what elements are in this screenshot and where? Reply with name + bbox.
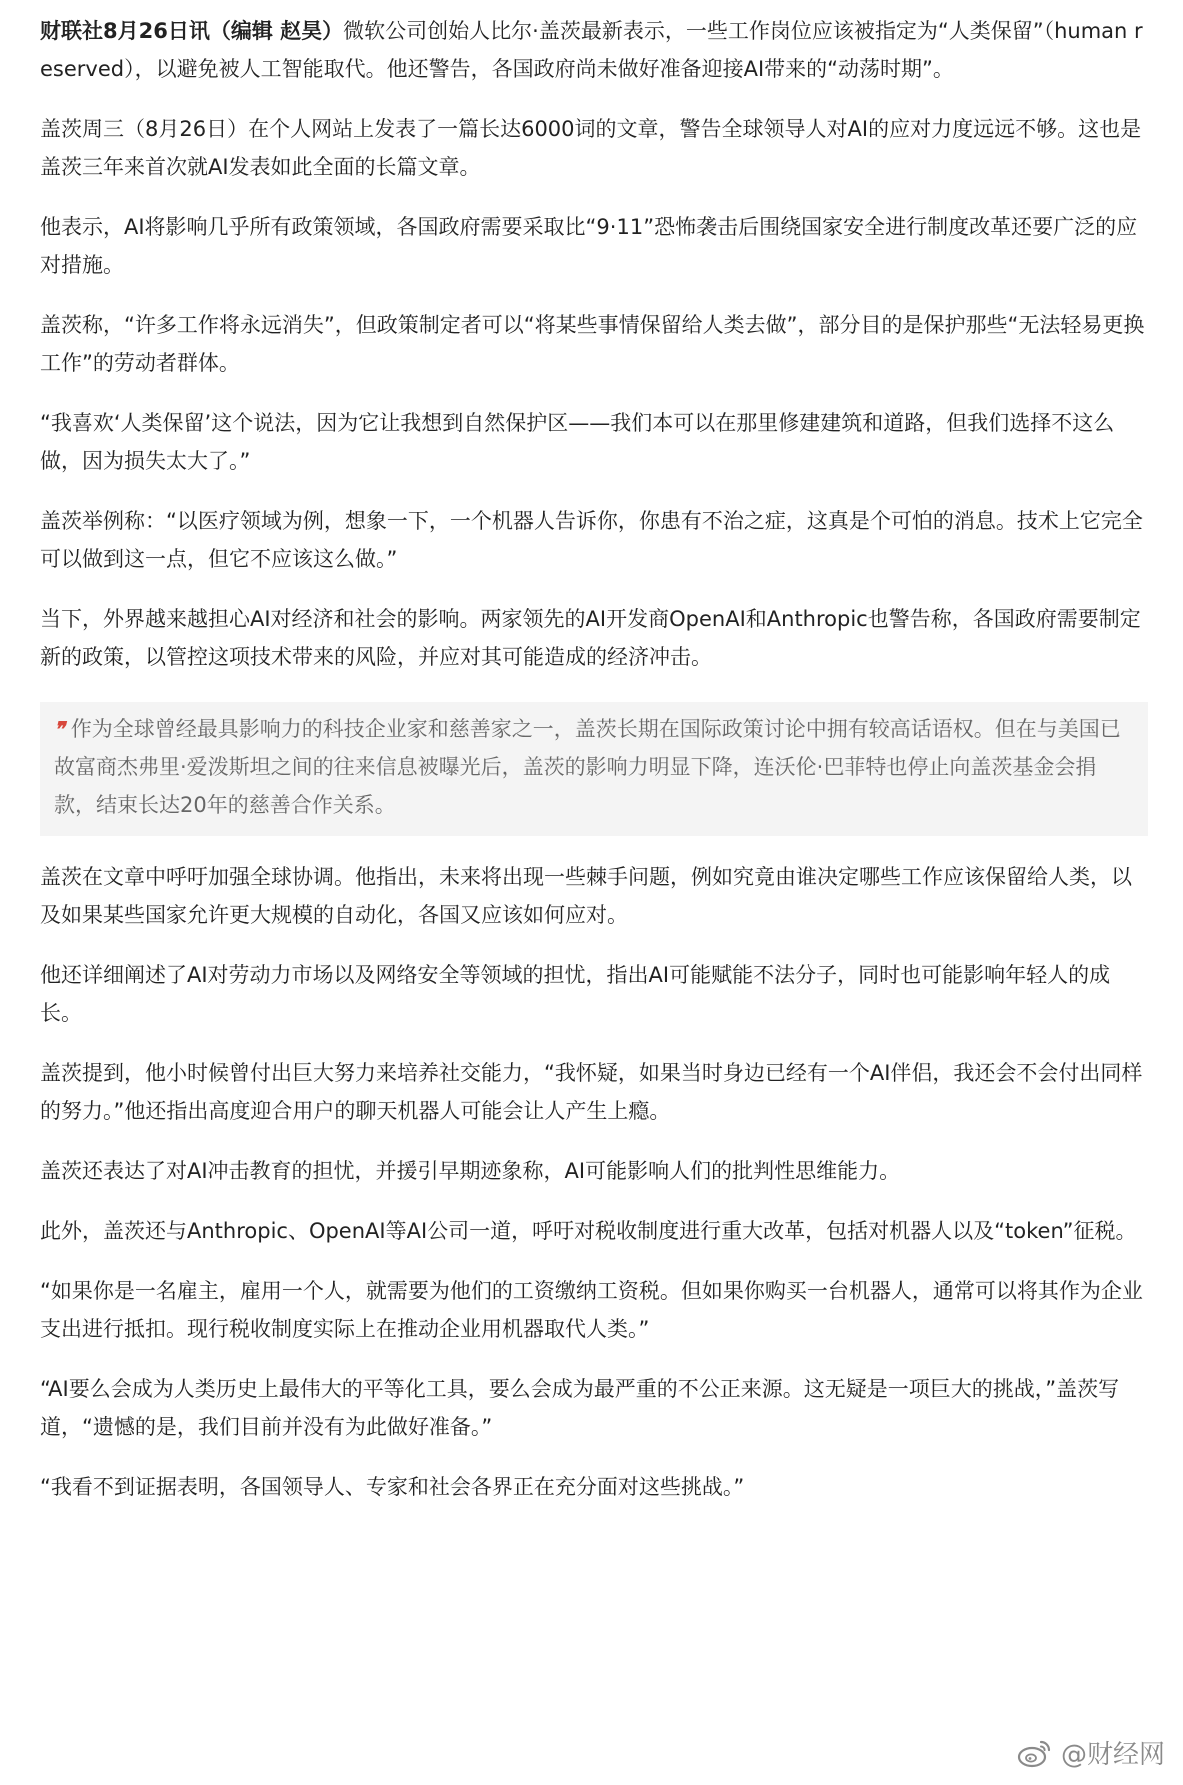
paragraph: 盖茨称，“许多工作将永远消失”，但政策制定者可以“将某些事情保留给人类去做”，部分目的是保护那些“无法轻易更换工作”的劳动者群体。 [40, 313, 1145, 375]
blockquote-text: 作为全球曾经最具影响力的科技企业家和慈善家之一，盖茨长期在国际政策讨论中拥有较高话语权。但在与美国已故富商杰弗里·爱泼斯坦之间的往来信息被曝光后，盖茨的影响力明显下降，连沃伦·巴菲特也停止向盖茨基金会捐款，结束长达20年的慈善合作关系。 [54, 717, 1121, 817]
lead-text: 微软公司创始人比尔·盖茨最新表示，一些工作岗位应该被指定为“人类保留”（human reserved），以避免被人工智能取代。他还警告，各国政府尚未做好准备迎接AI带来的“动荡时期”。 [40, 19, 1143, 81]
article-body [40, 12, 1148, 1506]
watermark [1017, 1734, 1165, 1771]
paragraph: 盖茨在文章中呼吁加强全球协调。他指出，未来将出现一些棘手问题，例如究竟由谁决定哪些工作应该保留给人类，以及如果某些国家允许更大规模的自动化，各国又应该如何应对。 [40, 865, 1132, 927]
paragraph: 盖茨周三（8月26日）在个人网站上发表了一篇长达6000词的文章，警告全球领导人对AI的应对力度远远不够。这也是盖茨三年来首次就AI发表如此全面的长篇文章。 [40, 117, 1142, 179]
lead-prefix: 财联社8月26日讯（编辑 赵昊） [40, 19, 344, 43]
blockquote [40, 702, 1148, 836]
quote-mark-icon: ❞ [54, 717, 65, 741]
paragraph: “AI要么会成为人类历史上最伟大的平等化工具，要么会成为最严重的不公正来源。这无疑是一项巨大的挑战，”盖茨写道，“遗憾的是，我们目前并没有为此做好准备。” [40, 1377, 1120, 1439]
paragraph: “如果你是一名雇主，雇用一个人，就需要为他们的工资缴纳工资税。但如果你购买一台机器人，通常可以将其作为企业支出进行抵扣。现行税收制度实际上在推动企业用机器取代人类。” [40, 1279, 1143, 1341]
lead-paragraph [40, 12, 1148, 88]
weibo-icon [1017, 1738, 1053, 1768]
paragraph: 他表示，AI将影响几乎所有政策领域，各国政府需要采取比“9·11”恐怖袭击后围绕国家安全进行制度改革还要广泛的应对措施。 [40, 215, 1138, 277]
paragraph: “我看不到证据表明，各国领导人、专家和社会各界正在充分面对这些挑战。” [40, 1475, 745, 1499]
paragraph: 此外，盖茨还与Anthropic、OpenAI等AI公司一道，呼吁对税收制度进行重大改革，包括对机器人以及“token”征税。 [40, 1219, 1137, 1243]
paragraph: 盖茨举例称：“以医疗领域为例，想象一下，一个机器人告诉你，你患有不治之症，这真是个可怕的消息。技术上它完全可以做到这一点，但它不应该这么做。” [40, 509, 1143, 571]
paragraph: 盖茨还表达了对AI冲击教育的担忧，并援引早期迹象称，AI可能影响人们的批判性思维能力。 [40, 1159, 901, 1183]
blockquote-text-wrap [54, 710, 1134, 824]
paragraph: 当下，外界越来越担心AI对经济和社会的影响。两家领先的AI开发商OpenAI和Anthropic也警告称，各国政府需要制定新的政策，以管控这项技术带来的风险，并应对其可能造成的经济冲击。 [40, 607, 1141, 669]
watermark-text: @财经网 [1060, 1740, 1165, 1770]
paragraph: “我喜欢‘人类保留’这个说法，因为它让我想到自然保护区——我们本可以在那里修建建筑和道路，但我们选择不这么做，因为损失太大了。” [40, 411, 1115, 473]
paragraph: 盖茨提到，他小时候曾付出巨大努力来培养社交能力，“我怀疑，如果当时身边已经有一个AI伴侣，我还会不会付出同样的努力。”他还指出高度迎合用户的聊天机器人可能会让人产生上瘾。 [40, 1061, 1143, 1123]
paragraph: 他还详细阐述了AI对劳动力市场以及网络安全等领域的担忧，指出AI可能赋能不法分子，同时也可能影响年轻人的成长。 [40, 963, 1111, 1025]
